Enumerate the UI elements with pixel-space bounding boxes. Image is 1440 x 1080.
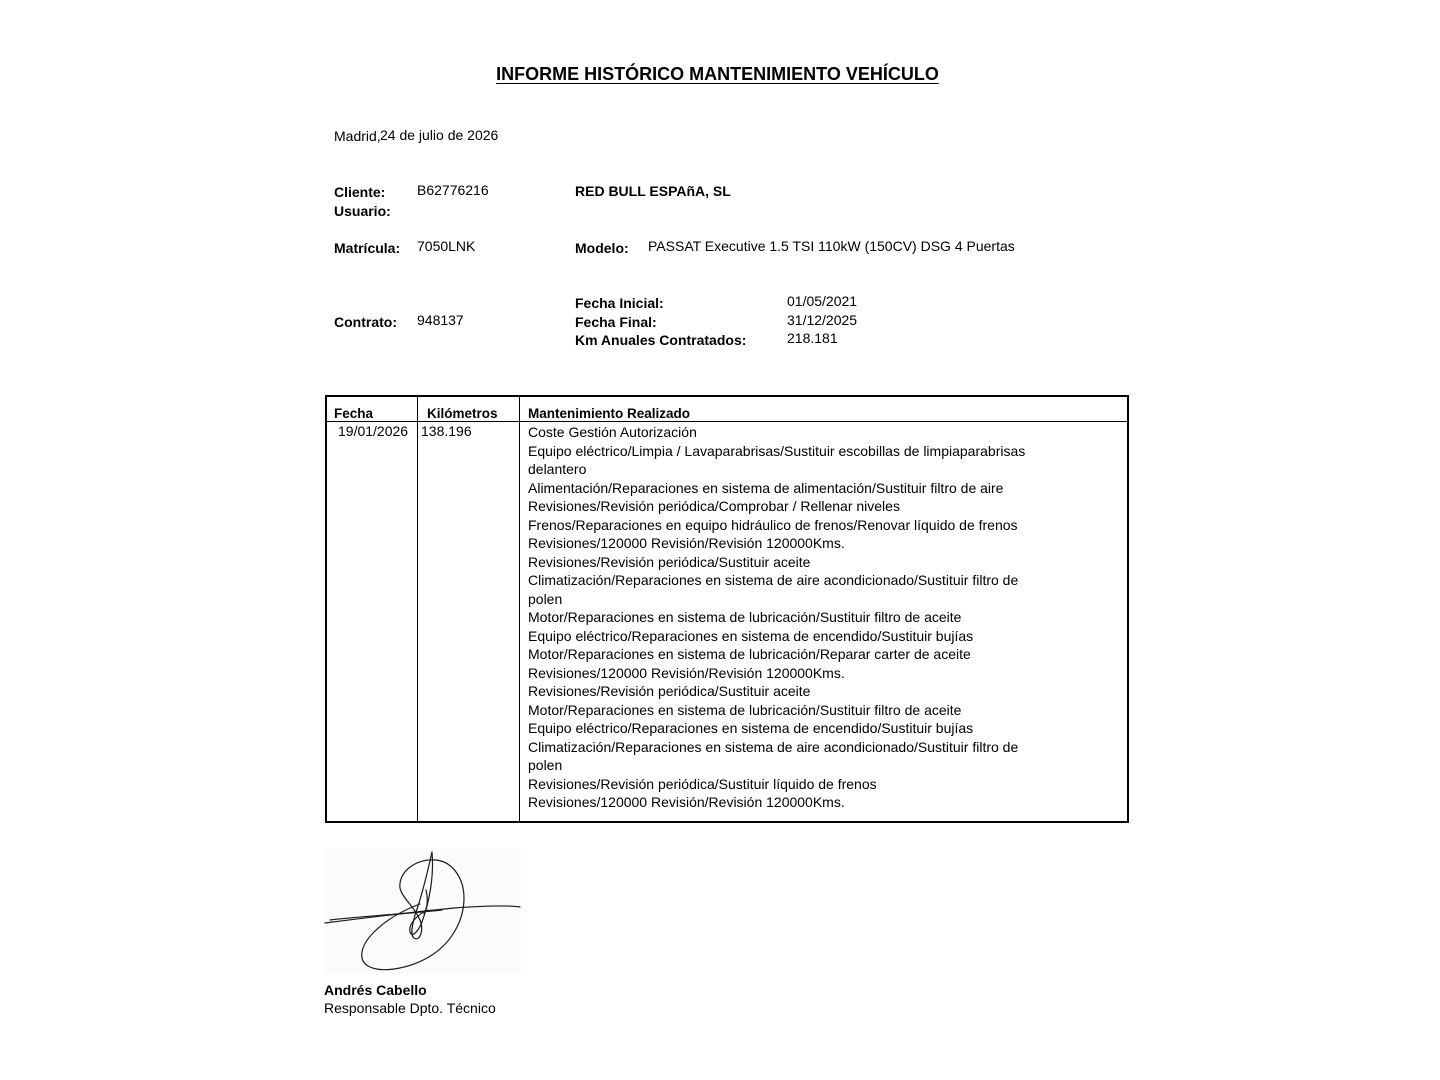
contrato-label: Contrato:: [334, 314, 397, 330]
maintenance-task-item: Motor/Reparaciones en sistema de lubricación/Sustituir filtro de aceite: [528, 609, 962, 625]
maintenance-task-item: Alimentación/Reparaciones en sistema de alimentación/Sustituir filtro de aire: [528, 479, 1004, 496]
maintenance-task-item: Revisiones/120000 Revisión/Revisión 120000Kms.: [528, 794, 845, 810]
maintenance-task-item: Climatización/Reparaciones en sistema de aire acondicionado/Sustituir filtro de polen: [528, 572, 1019, 607]
maintenance-task-item: Frenos/Reparaciones en equipo hidráulico de frenos/Renovar líquido de frenos: [528, 516, 1018, 533]
header-fecha: Fecha: [334, 406, 374, 421]
client-cif: B62776216: [417, 182, 489, 198]
fecha-final-label: Fecha Final:: [575, 314, 657, 330]
report-date: 24 de julio de 2026: [380, 127, 499, 143]
fecha-final-value: 31/12/2025: [787, 312, 858, 328]
maintenance-task-item: Equipo eléctrico/Reparaciones en sistema de encendido/Sustituir bujías: [528, 627, 974, 644]
column-divider: [417, 397, 418, 821]
fecha-inicial-value: 01/05/2021: [787, 293, 858, 309]
maintenance-task-item: Motor/Reparaciones en sistema de lubricación/Sustituir filtro de aceite: [528, 701, 962, 718]
maintenance-task-item: Coste Gestión Autorización: [528, 424, 697, 440]
modelo-value: PASSAT Executive 1.5 TSI 110kW (150CV) DSG 4 Puertas: [648, 238, 1015, 254]
location: Madrid,: [334, 128, 381, 144]
km-anuales-label: Km Anuales Contratados:: [575, 332, 747, 348]
header-divider: [327, 421, 1127, 422]
header-mantenimiento: Mantenimiento Realizado: [528, 406, 691, 421]
signatory-role: Responsable Dpto. Técnico: [324, 1000, 496, 1016]
contrato-value: 948137: [417, 312, 464, 328]
maintenance-tasks-list: [528, 423, 1048, 812]
row-fecha: 19/01/2026: [338, 423, 409, 439]
maintenance-task-item: Revisiones/Revisión periódica/Sustituir líquido de frenos: [528, 775, 877, 792]
maintenance-task-item: Revisiones/120000 Revisión/Revisión 120000Kms.: [528, 664, 845, 681]
signatory-name: Andrés Cabello: [324, 982, 427, 998]
maintenance-task-item: Revisiones/Revisión periódica/Comprobar / Rellenar niveles: [528, 498, 900, 514]
matricula-value: 7050LNK: [417, 238, 476, 254]
document-title: INFORME HISTÓRICO MANTENIMIENTO VEHÍCULO: [496, 64, 939, 84]
fecha-inicial-label: Fecha Inicial:: [575, 295, 664, 311]
maintenance-task-item: Equipo eléctrico/Limpia / Lavaparabrisas/Sustituir escobillas de limpiaparabrisas delantero: [528, 442, 1026, 477]
client-name: RED BULL ESPAñA, SL: [575, 183, 731, 199]
signature-image: [324, 850, 521, 973]
maintenance-task-item: Climatización/Reparaciones en sistema de aire acondicionado/Sustituir filtro de polen: [528, 738, 1019, 773]
km-anuales-value: 218.181: [787, 330, 838, 346]
header-kilometros: Kilómetros: [427, 406, 498, 421]
maintenance-task-item: Equipo eléctrico/Reparaciones en sistema de encendido/Sustituir bujías: [528, 720, 974, 736]
maintenance-task-item: Motor/Reparaciones en sistema de lubricación/Reparar carter de aceite: [528, 646, 971, 662]
usuario-label: Usuario:: [334, 203, 391, 219]
maintenance-task-item: Revisiones/Revisión periódica/Sustituir aceite: [528, 683, 811, 699]
column-divider: [519, 397, 520, 821]
row-kilometros: 138.196: [421, 423, 472, 439]
maintenance-task-item: Revisiones/120000 Revisión/Revisión 120000Kms.: [528, 535, 845, 551]
maintenance-table: [325, 395, 1129, 823]
matricula-label: Matrícula:: [334, 240, 401, 256]
maintenance-task-item: Revisiones/Revisión periódica/Sustituir aceite: [528, 553, 811, 570]
cliente-label: Cliente:: [334, 184, 386, 200]
modelo-label: Modelo:: [575, 240, 629, 256]
